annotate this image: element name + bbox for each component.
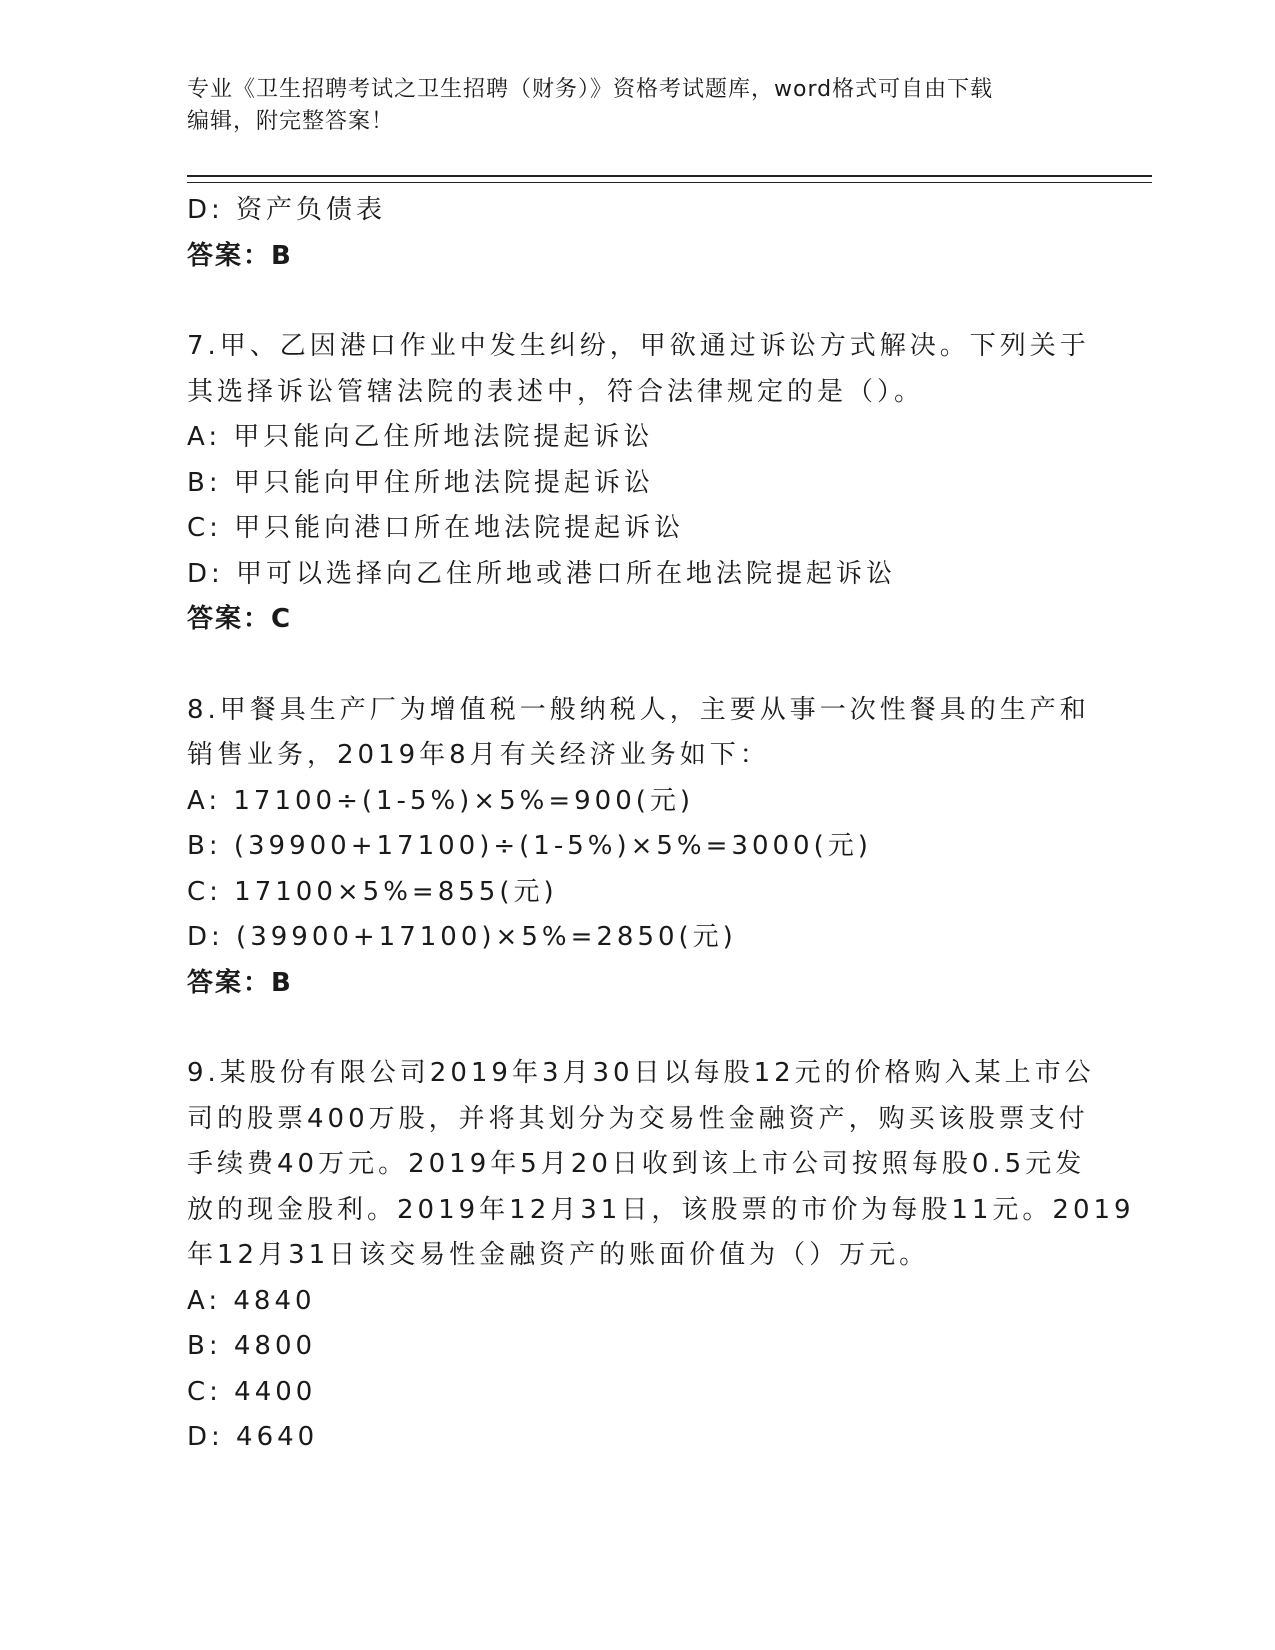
- spacer: [187, 279, 1087, 324]
- question-8-option-b: B: (39900+17100)÷(1-5%)×5%=3000(元): [187, 831, 872, 861]
- prev-question-option-d: D: 资产负债表: [187, 195, 387, 225]
- question-9-text-line2: 司的股票400万股，并将其划分为交易性金融资产，购买该股票支付: [187, 1103, 1089, 1134]
- header-divider-thick: [187, 175, 1152, 177]
- question-8-option-d: D: (39900+17100)×5%=2850(元): [187, 922, 737, 952]
- question-8-option-c: C: 17100×5%=855(元): [187, 876, 558, 907]
- question-8-text-line2: 销售业务，2019年8月有关经济业务如下：: [187, 740, 770, 770]
- question-9-text-line4: 放的现金股利。2019年12月31日，该股票的市价为每股11元。2019: [187, 1194, 1135, 1225]
- question-9-text-line1: 9.某股份有限公司2019年3月30日以每股12元的价格购入某上市公: [187, 1058, 1095, 1088]
- question-9-option-b: B: 4800: [187, 1331, 317, 1361]
- question-9-option-d: D: 4640: [187, 1422, 319, 1452]
- header-title-line1: 专业《卫生招聘考试之卫生招聘（财务）》资格考试题库，word格式可自由下载: [187, 77, 994, 102]
- question-8-answer: 答案：B: [187, 967, 293, 998]
- question-7-text-line1: 7.甲、乙因港口作业中发生纠纷，甲欲通过诉讼方式解决。下列关于: [187, 331, 1090, 361]
- question-9-text-line5: 年12月31日该交易性金融资产的账面价值为（）万元。: [187, 1240, 930, 1270]
- spacer: [187, 1006, 1087, 1051]
- question-7-option-d: D: 甲可以选择向乙住所地或港口所在地法院提起诉讼: [187, 558, 897, 589]
- question-9-text-line3: 手续费40万元。2019年5月20日收到该上市公司按照每股0.5元发: [187, 1149, 1086, 1179]
- question-8: [187, 688, 1090, 1007]
- prev-question-answer: 答案：B: [187, 240, 293, 271]
- header-divider-thin: [187, 182, 1152, 183]
- question-8-option-a: A: 17100÷(1-5%)×5%=900(元): [187, 785, 695, 816]
- question-8-text-line1: 8.甲餐具生产厂为增值税一般纳税人，主要从事一次性餐具的生产和: [187, 694, 1090, 725]
- question-9-option-a: A: 4840: [187, 1285, 316, 1316]
- question-content: [187, 188, 1135, 1461]
- question-7-option-a: A: 甲只能向乙住所地法院提起诉讼: [187, 422, 654, 452]
- question-7-option-b: B: 甲只能向甲住所地法院提起诉讼: [187, 467, 654, 498]
- question-9-option-c: C: 4400: [187, 1376, 317, 1407]
- question-7-answer: 答案：C: [187, 604, 293, 634]
- question-9: [187, 1051, 1135, 1461]
- question-7-option-c: C: 甲只能向港口所在地法院提起诉讼: [187, 513, 685, 543]
- header-title-line2: 编辑，附完整答案！: [187, 109, 395, 134]
- question-7-text-line2: 其选择诉讼管辖法院的表述中，符合法律规定的是（）。: [187, 376, 925, 407]
- document-header: [187, 74, 1087, 138]
- spacer: [187, 643, 1087, 688]
- question-7: [187, 324, 1090, 643]
